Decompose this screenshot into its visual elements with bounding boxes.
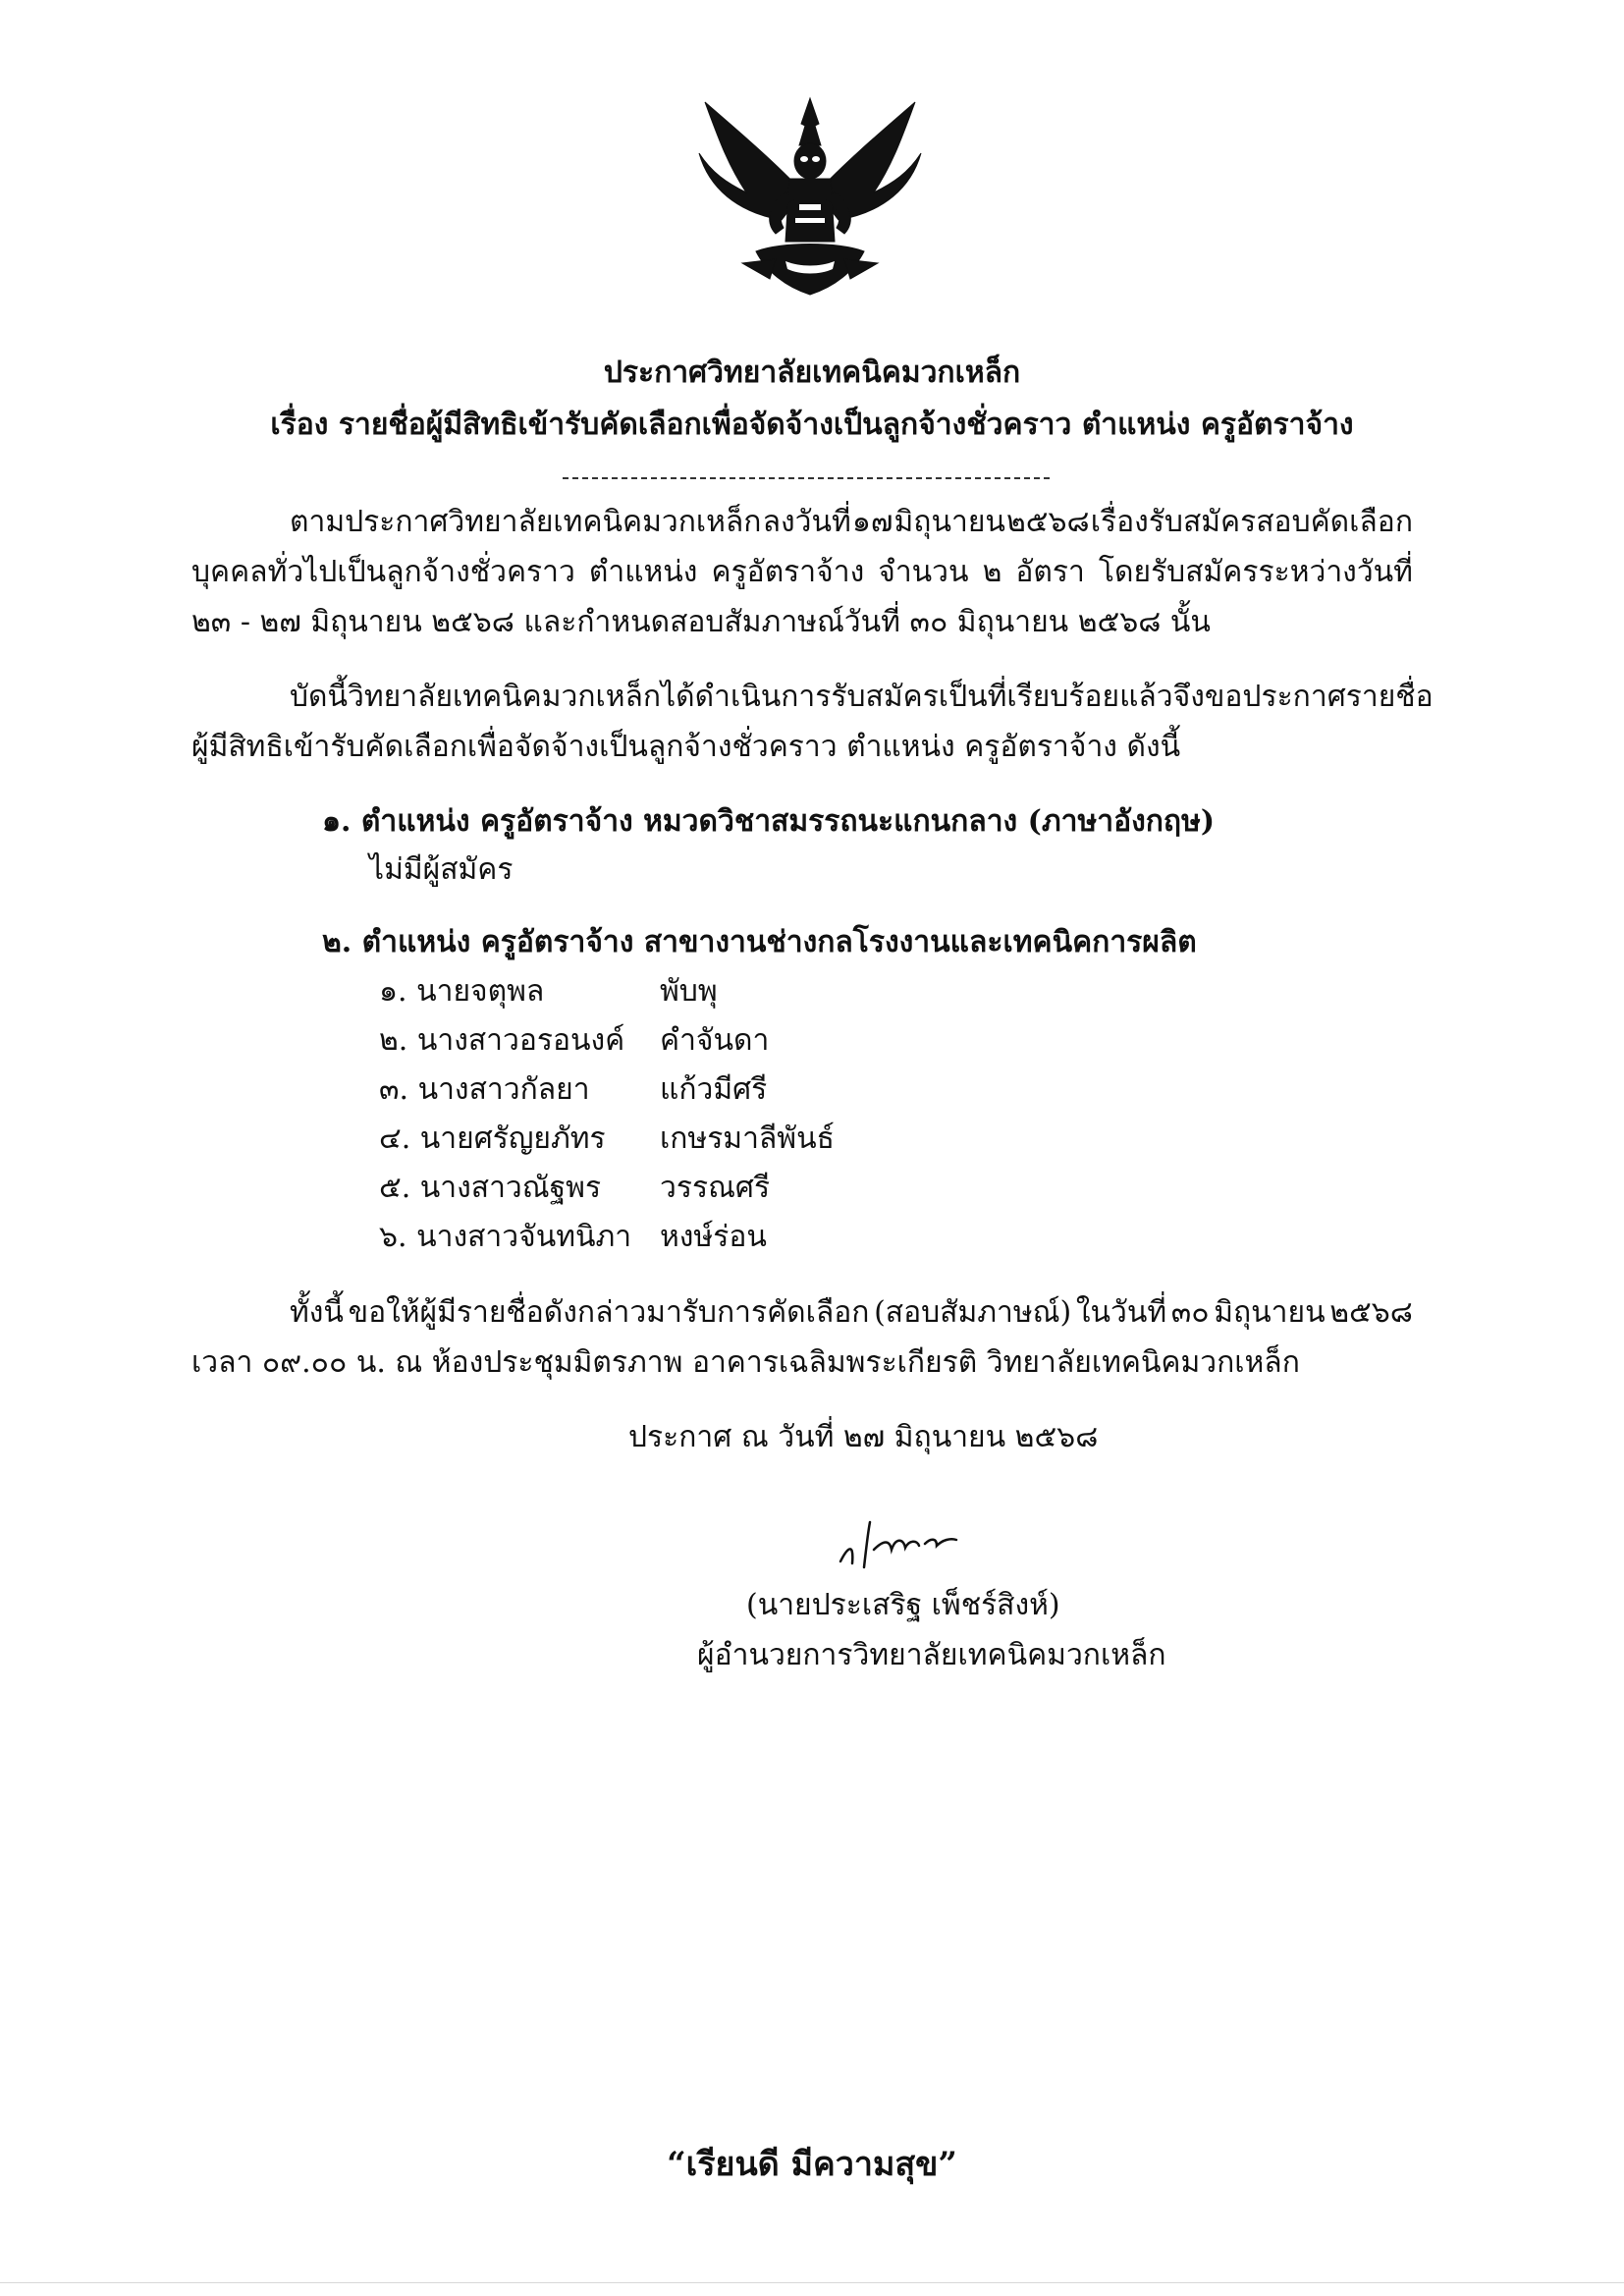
paragraph-1-line-2: บุคคลทั่วไปเป็นลูกจ้างชั่วคราว ตำแหน่ง ครูอัตราจ้าง จำนวน ๒ อัตรา โดยรับสมัครระหว่างวันที่ <box>191 555 1413 589</box>
candidate-surname: เกษรมาลีพันธ์ <box>660 1121 835 1156</box>
paragraph-2-line-1: บัดนี้ วิทยาลัยเทคนิคมวกเหล็ก ได้ดำเนินการรับสมัครเป็นที่เรียบร้อยแล้ว จึงขอประกาศรายชื่อ <box>290 680 1434 714</box>
garuda-emblem <box>687 94 933 304</box>
candidate-surname: แก้วมีศรี <box>660 1072 768 1107</box>
candidate-name: ๖. นางสาวจันทนิภา <box>379 1220 632 1254</box>
candidate-name: ๕. นางสาวณัฐพร <box>379 1171 602 1205</box>
position-1-note: ไม่มีผู้สมัคร <box>369 852 514 887</box>
candidate-name: ๓. นางสาวกัลยา <box>379 1072 590 1107</box>
candidate-surname: หงษ์ร่อน <box>660 1220 767 1254</box>
signer-name: (นายประเสริฐ เพ็ชร์สิงห์) <box>746 1588 1060 1622</box>
candidate-name: ๔. นายศรัญยภัทร <box>379 1121 606 1156</box>
position-1-heading: ๑. ตำแหน่ง ครูอัตราจ้าง หมวดวิชาสมรรถนะแกนกลาง (ภาษาอังกฤษ) <box>322 804 1216 839</box>
motto: “เรียนดี มีความสุข” <box>667 2145 957 2184</box>
signer-title: ผู้อำนวยการวิทยาลัยเทคนิคมวกเหล็ก <box>697 1638 1166 1672</box>
scan-edge <box>0 2282 1624 2283</box>
announce-date: ประกาศ ณ วันที่ ๒๗ มิถุนายน ๒๕๖๘ <box>628 1420 1099 1454</box>
paragraph-1-line-3: ๒๓ - ๒๗ มิถุนายน ๒๕๖๘ และกำหนดสอบสัมภาษณ์วันที่ ๓๐ มิถุนายน ๒๕๖๘ นั้น <box>191 605 1211 639</box>
document-subject: เรื่อง รายชื่อผู้มีสิทธิเข้ารับคัดเลือกเพื่อจัดจ้างเป็นลูกจ้างชั่วคราว ตำแหน่ง ครูอัตราจ้าง <box>270 408 1354 442</box>
title-divider <box>563 477 1050 479</box>
candidate-surname: พับพุ <box>660 974 718 1009</box>
document-title: ประกาศวิทยาลัยเทคนิคมวกเหล็ก <box>603 355 1021 390</box>
candidate-name: ๑. นายจตุพล <box>379 974 545 1009</box>
handwritten-signature <box>835 1510 1060 1573</box>
closing-line-2: เวลา ๐๙.๐๐ น. ณ ห้องประชุมมิตรภาพ อาคารเฉลิมพระเกียรติ วิทยาลัยเทคนิคมวกเหล็ก <box>191 1345 1300 1380</box>
candidate-surname: คำจันดา <box>660 1023 770 1058</box>
candidate-surname: วรรณศรี <box>660 1171 771 1205</box>
paragraph-2-line-2: ผู้มีสิทธิเข้ารับคัดเลือกเพื่อจัดจ้างเป็นลูกจ้างชั่วคราว ตำแหน่ง ครูอัตราจ้าง ดังนี้ <box>191 730 1181 764</box>
paragraph-1-line-1: ตามประกาศวิทยาลัยเทคนิคมวกเหล็ก ลงวันที่ ๑๗ มิถุนายน ๒๕๖๘ เรื่องรับสมัครสอบคัดเลือก <box>290 505 1413 539</box>
closing-line-1: ทั้งนี้ ขอให้ผู้มีรายชื่อดังกล่าวมารับการคัดเลือก (สอบสัมภาษณ์) ในวันที่ ๓๐ มิถุนายน ๒๕๖๘ <box>290 1295 1413 1330</box>
candidate-name: ๒. นางสาวอรอนงค์ <box>379 1023 625 1058</box>
position-2-heading: ๒. ตำแหน่ง ครูอัตราจ้าง สาขางานช่างกลโรงงานและเทคนิคการผลิต <box>322 925 1197 959</box>
